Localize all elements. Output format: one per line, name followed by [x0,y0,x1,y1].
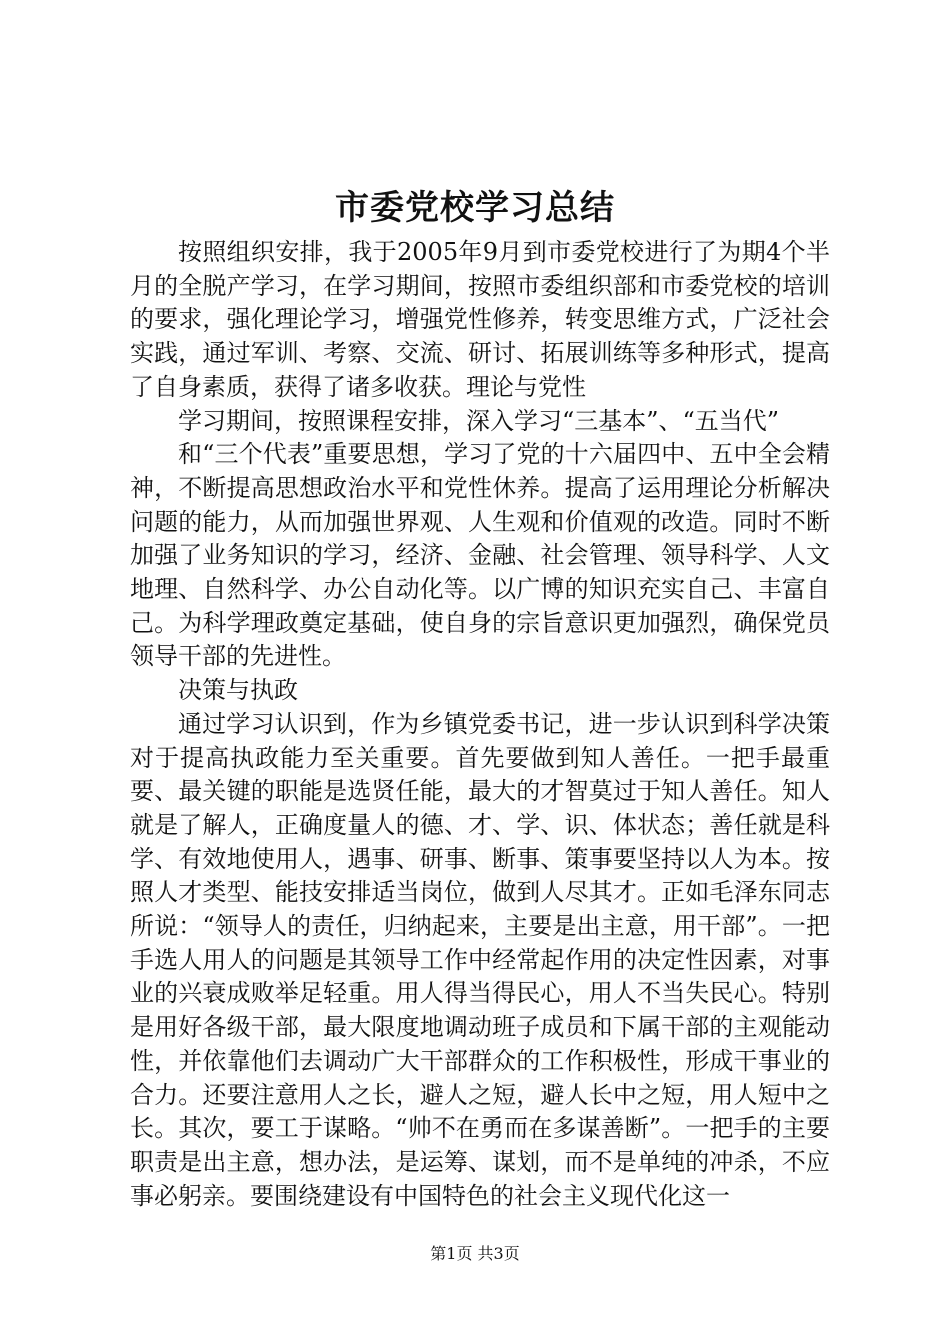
page-number-footer: 第1页 共3页 [430,1244,520,1263]
paragraph-study-period: 学习期间，按照课程安排，深入学习“三基本”、“五当代” [178,406,780,435]
document-body [130,236,830,1213]
paragraph-three-represents: 和“三个代表”重要思想，学习了党的十六届四中、五中全会精神，不断提高思想政治水平和党性休养。提高了运用理论分析解决问题的能力，从而加强世界观、人生观和价值观的改造。同时不断加强了业务知识的学习，经济、金融、社会管理、领导科学、人文地理、自然科学、办公自动化等。以广博的知识充实自己、丰富自己。为科学理政奠定基础，使自身的宗旨意识更加强烈，确保党员领导干部的先进性。 [130,440,830,671]
paragraph-intro: 按照组织安排，我于2005年9月到市委党校进行了为期4个半月的全脱产学习，在学习期间，按照市委组织部和市委党校的培训的要求，强化理论学习，增强党性修养，转变思维方式，广泛社会实践，通过军训、考察、交流、研讨、拓展训练等多种形式，提高了自身素质，获得了诸多收获。理论与党性 [130,238,830,401]
section-heading-decision: 决策与执政 [178,676,298,705]
paragraph-decision-making: 通过学习认识到，作为乡镇党委书记，进一步认识到科学决策对于提高执政能力至关重要。首先要做到知人善任。一把手最重要、最关键的职能是选贤任能，最大的才智莫过于知人善任。知人就是了解人，正确度量人的德、才、学、识、体状态；善任就是科学、有效地使用人，遇事、研事、断事、策事要坚持以人为本。按照人才类型、能技安排适当岗位，做到人尽其才。正如毛泽东同志所说：“领导人的责任，归纳起来，主要是出主意，用干部”。一把手选人用人的问题是其领导工作中经常起作用的决定性因素，对事业的兴衰成败举足轻重。用人得当得民心，用人不当失民心。特别是用好各级干部，最大限度地调动班子成员和下属干部的主观能动性，并依靠他们去调动广大干部群众的工作积极性，形成干事业的合力。还要注意用人之长，避人之短，避人长中之短，用人短中之长。其次，要工于谋略。“帅不在勇而在多谋善断”。一把手的主要职责是出主意，想办法，是运筹、谋划，而不是单纯的冲杀，不应事必躬亲。要围绕建设有中国特色的社会主义现代化这一 [130,709,830,1210]
document-title: 市委党校学习总结 [335,188,615,228]
